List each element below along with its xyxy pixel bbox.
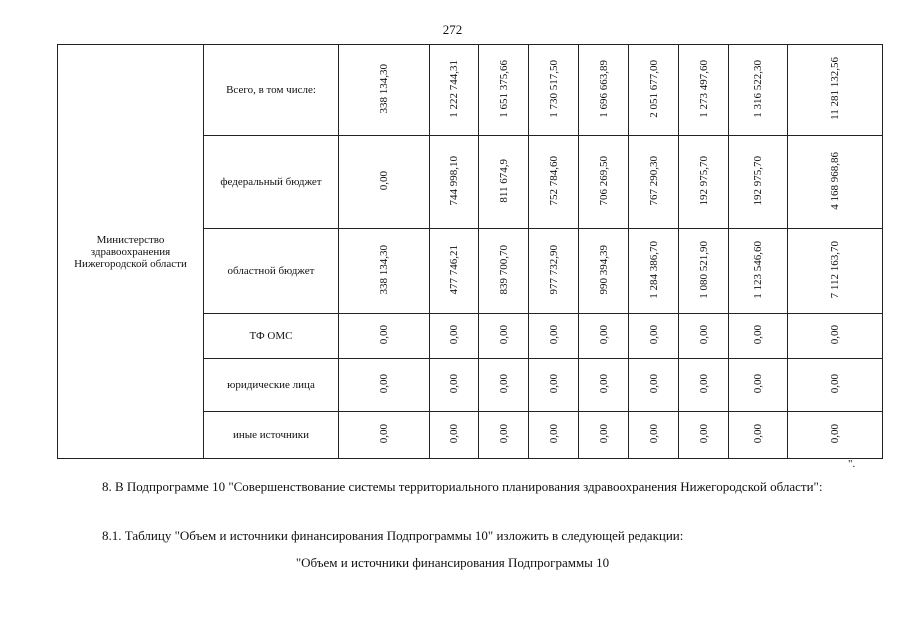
value-cell	[729, 45, 788, 136]
value-cell	[579, 412, 629, 459]
value-cell	[729, 412, 788, 459]
value-cell	[788, 229, 883, 314]
value-cell	[629, 45, 679, 136]
row-label: Всего, в том числе:	[204, 45, 339, 136]
value-text: 0,00	[597, 423, 610, 444]
financing-table	[57, 44, 883, 459]
value-text: 0,00	[448, 423, 460, 444]
value-text: 338 134,30	[378, 63, 390, 114]
value-text: 706 269,50	[597, 155, 610, 206]
value-cell	[430, 314, 479, 359]
row-label: ТФ ОМС	[204, 314, 339, 359]
value-text: 192 975,70	[697, 155, 710, 206]
value-text: 0,00	[829, 324, 841, 345]
value-text: 11 281 132,56	[829, 57, 841, 120]
value-cell	[679, 314, 729, 359]
row-label: федеральный бюджет	[204, 136, 339, 229]
value-cell	[529, 359, 579, 412]
value-cell	[339, 359, 430, 412]
closing-quote: ".	[848, 458, 856, 470]
value-text: 0,00	[378, 324, 390, 345]
ministry-cell: Министерство здравоохранения Нижегородской области	[58, 45, 204, 459]
value-text: 338 134,30	[378, 244, 390, 295]
value-cell	[579, 359, 629, 412]
value-cell	[479, 412, 529, 459]
value-text: 1 123 546,60	[752, 240, 764, 299]
page-number: 272	[442, 22, 463, 37]
value-cell	[679, 359, 729, 412]
value-text: 977 732,90	[547, 244, 560, 295]
value-cell	[430, 412, 479, 459]
value-cell	[729, 229, 788, 314]
value-text: 0,00	[497, 423, 510, 444]
value-cell	[729, 314, 788, 359]
value-text: 0,00	[547, 373, 560, 394]
value-cell	[339, 136, 430, 229]
value-text: 0,00	[752, 423, 764, 444]
value-text: 1 651 375,66	[497, 59, 510, 118]
value-cell	[479, 45, 529, 136]
value-text: 0,00	[497, 373, 510, 394]
value-text: 0,00	[497, 324, 510, 345]
value-cell	[679, 229, 729, 314]
value-text: 767 290,30	[647, 155, 660, 206]
value-cell	[339, 229, 430, 314]
paragraph-8-1: 8.1. Таблицу "Объем и источники финансирования Подпрограммы 10" изложить в следующей редакции:	[102, 528, 684, 543]
value-cell	[629, 359, 679, 412]
value-cell	[629, 314, 679, 359]
value-text: 2 051 677,00	[647, 59, 660, 118]
value-text: 1 696 663,89	[597, 59, 610, 118]
value-text: 811 674,9	[497, 158, 510, 203]
value-text: 0,00	[752, 373, 764, 394]
value-cell	[788, 359, 883, 412]
value-text: 192 975,70	[752, 155, 764, 206]
value-cell	[679, 45, 729, 136]
value-text: 0,00	[597, 373, 610, 394]
value-cell	[529, 45, 579, 136]
value-text: 752 784,60	[547, 155, 560, 206]
value-text: 0,00	[829, 423, 841, 444]
value-text: 0,00	[547, 324, 560, 345]
table-row	[58, 45, 883, 136]
value-text: 0,00	[647, 373, 660, 394]
value-cell	[579, 229, 629, 314]
value-cell	[788, 314, 883, 359]
value-cell	[788, 45, 883, 136]
paragraph-8: 8. В Подпрограмме 10 "Совершенствование системы территориального планирования здравоохранения Нижегородской области":	[102, 479, 823, 494]
value-text: 0,00	[597, 324, 610, 345]
value-cell	[479, 229, 529, 314]
value-text: 839 700,70	[497, 244, 510, 295]
value-text: 0,00	[829, 373, 841, 394]
value-text: 4 168 968,86	[829, 151, 841, 210]
value-cell	[339, 412, 430, 459]
value-cell	[629, 412, 679, 459]
value-cell	[479, 136, 529, 229]
value-cell	[579, 314, 629, 359]
value-text: 0,00	[697, 423, 710, 444]
value-text: 477 746,21	[448, 244, 460, 295]
value-text: 1 730 517,50	[547, 59, 560, 118]
row-label: юридические лица	[204, 359, 339, 412]
value-cell	[629, 136, 679, 229]
value-cell	[479, 359, 529, 412]
value-text: 0,00	[697, 324, 710, 345]
value-cell	[529, 229, 579, 314]
value-cell	[430, 136, 479, 229]
value-text: 0,00	[378, 423, 390, 444]
value-cell	[529, 412, 579, 459]
value-text: 1 316 522,30	[752, 59, 764, 118]
value-text: 0,00	[547, 423, 560, 444]
value-text: 0,00	[647, 423, 660, 444]
value-text: 744 998,10	[448, 155, 460, 206]
value-cell	[430, 359, 479, 412]
value-cell	[339, 45, 430, 136]
value-cell	[529, 136, 579, 229]
value-cell	[729, 136, 788, 229]
value-text: 0,00	[647, 324, 660, 345]
value-cell	[430, 229, 479, 314]
value-cell	[679, 136, 729, 229]
value-text: 0,00	[448, 373, 460, 394]
value-cell	[479, 314, 529, 359]
value-cell	[679, 412, 729, 459]
value-text: 1 222 744,31	[448, 59, 460, 118]
value-text: 1 284 386,70	[647, 240, 660, 299]
table-title: "Объем и источники финансирования Подпрограммы 10	[295, 555, 610, 570]
value-cell	[430, 45, 479, 136]
value-text: 1 273 497,60	[697, 59, 710, 118]
value-cell	[788, 412, 883, 459]
value-text: 7 112 163,70	[829, 240, 841, 299]
value-text: 0,00	[378, 170, 390, 191]
value-text: 0,00	[378, 373, 390, 394]
value-cell	[629, 229, 679, 314]
value-text: 0,00	[752, 324, 764, 345]
row-label: иные источники	[204, 412, 339, 459]
value-text: 990 394,39	[597, 244, 610, 295]
row-label: областной бюджет	[204, 229, 339, 314]
value-text: 0,00	[697, 373, 710, 394]
value-cell	[788, 136, 883, 229]
value-text: 0,00	[448, 324, 460, 345]
value-cell	[579, 136, 629, 229]
value-cell	[529, 314, 579, 359]
value-cell	[729, 359, 788, 412]
value-cell	[339, 314, 430, 359]
value-cell	[579, 45, 629, 136]
value-text: 1 080 521,90	[697, 240, 710, 299]
